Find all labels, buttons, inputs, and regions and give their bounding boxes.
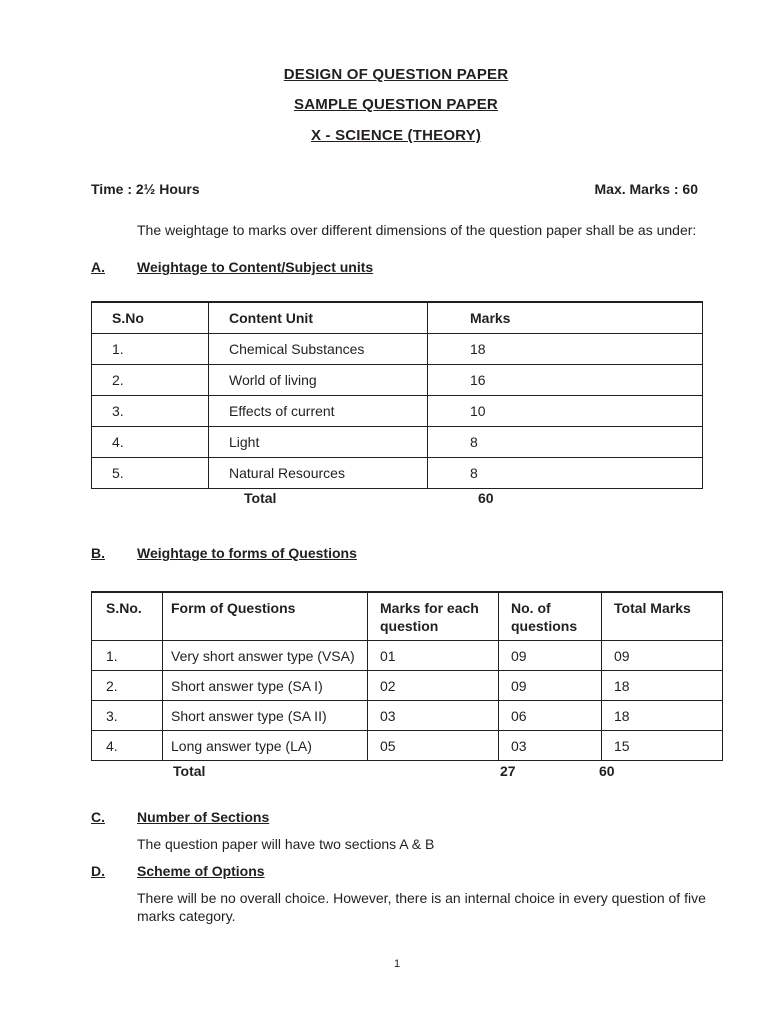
column-header: S.No.	[92, 592, 163, 640]
column-header: Total Marks	[602, 592, 723, 640]
section-a-heading: Weightage to Content/Subject units	[137, 259, 374, 275]
table-header-row	[92, 592, 723, 640]
table-cell: Chemical Substances	[209, 334, 428, 365]
max-marks-label: Max. Marks : 60	[594, 181, 698, 197]
table-row	[92, 427, 703, 458]
table-cell: 01	[368, 640, 499, 670]
column-header: Marks	[428, 302, 703, 334]
table-cell: 03	[499, 730, 602, 760]
table-cell: 3.	[92, 396, 209, 427]
table-header-row	[92, 302, 703, 334]
table-row	[92, 700, 723, 730]
column-header: S.No	[92, 302, 209, 334]
table-row	[92, 640, 723, 670]
table-row	[92, 334, 703, 365]
table-row	[92, 670, 723, 700]
section-a-total-label: Total	[244, 490, 277, 506]
table-cell: 09	[499, 640, 602, 670]
table-cell: Natural Resources	[209, 458, 428, 489]
table-cell: 18	[602, 700, 723, 730]
table-cell: 1.	[92, 334, 209, 365]
section-a-total-value: 60	[478, 490, 494, 506]
table-cell: 15	[602, 730, 723, 760]
table-cell: 2.	[92, 670, 163, 700]
section-b-total-label: Total	[173, 763, 206, 779]
table-cell: Short answer type (SA I)	[163, 670, 368, 700]
column-header: Marks for each question	[368, 592, 499, 640]
table-cell: 02	[368, 670, 499, 700]
table-cell: Very short answer type (VSA)	[163, 640, 368, 670]
section-d-letter: D.	[91, 863, 105, 879]
table-row	[92, 365, 703, 396]
table-cell: World of living	[209, 365, 428, 396]
content-units-table	[91, 301, 703, 489]
section-b-total-questions: 27	[500, 763, 516, 779]
section-b-total-marks: 60	[599, 763, 615, 779]
table-cell: 2.	[92, 365, 209, 396]
table-row	[92, 458, 703, 489]
table-cell: 18	[602, 670, 723, 700]
table-cell: 03	[368, 700, 499, 730]
section-d-text: There will be no overall choice. However, there is an internal choice in every question of five marks category.	[137, 890, 706, 924]
section-c-letter: C.	[91, 809, 105, 825]
table-cell: 5.	[92, 458, 209, 489]
intro-paragraph: The weightage to marks over different dimensions of the question paper shall be as under:	[137, 222, 697, 238]
table-cell: Effects of current	[209, 396, 428, 427]
table-cell: 06	[499, 700, 602, 730]
table-cell: 09	[602, 640, 723, 670]
section-d-heading: Scheme of Options	[137, 863, 265, 879]
table-row	[92, 396, 703, 427]
section-b-letter: B.	[91, 545, 105, 561]
subject-title: X - SCIENCE (THEORY)	[310, 127, 482, 144]
table-cell: 8	[428, 458, 703, 489]
table-cell: 3.	[92, 700, 163, 730]
table-cell: Short answer type (SA II)	[163, 700, 368, 730]
table-cell: 8	[428, 427, 703, 458]
table-cell: 09	[499, 670, 602, 700]
table-cell: 1.	[92, 640, 163, 670]
section-a-letter: A.	[91, 259, 105, 275]
column-header: Form of Questions	[163, 592, 368, 640]
table-cell: 18	[428, 334, 703, 365]
section-c-text: The question paper will have two sections A & B	[137, 836, 435, 852]
table-cell: Long answer type (LA)	[163, 730, 368, 760]
table-cell: 05	[368, 730, 499, 760]
column-header: No. of questions	[499, 592, 602, 640]
document-title: DESIGN OF QUESTION PAPER	[283, 66, 509, 83]
column-header: Content Unit	[209, 302, 428, 334]
table-cell: 10	[428, 396, 703, 427]
document-subtitle: SAMPLE QUESTION PAPER	[294, 96, 498, 113]
table-cell: 4.	[92, 427, 209, 458]
table-row	[92, 730, 723, 760]
table-cell: 16	[428, 365, 703, 396]
section-b-heading: Weightage to forms of Questions	[137, 545, 357, 561]
section-c-heading: Number of Sections	[137, 809, 270, 825]
table-cell: Light	[209, 427, 428, 458]
page-number: 1	[393, 958, 401, 970]
question-forms-table	[91, 591, 723, 761]
table-cell: 4.	[92, 730, 163, 760]
time-label: Time : 2½ Hours	[91, 181, 200, 197]
